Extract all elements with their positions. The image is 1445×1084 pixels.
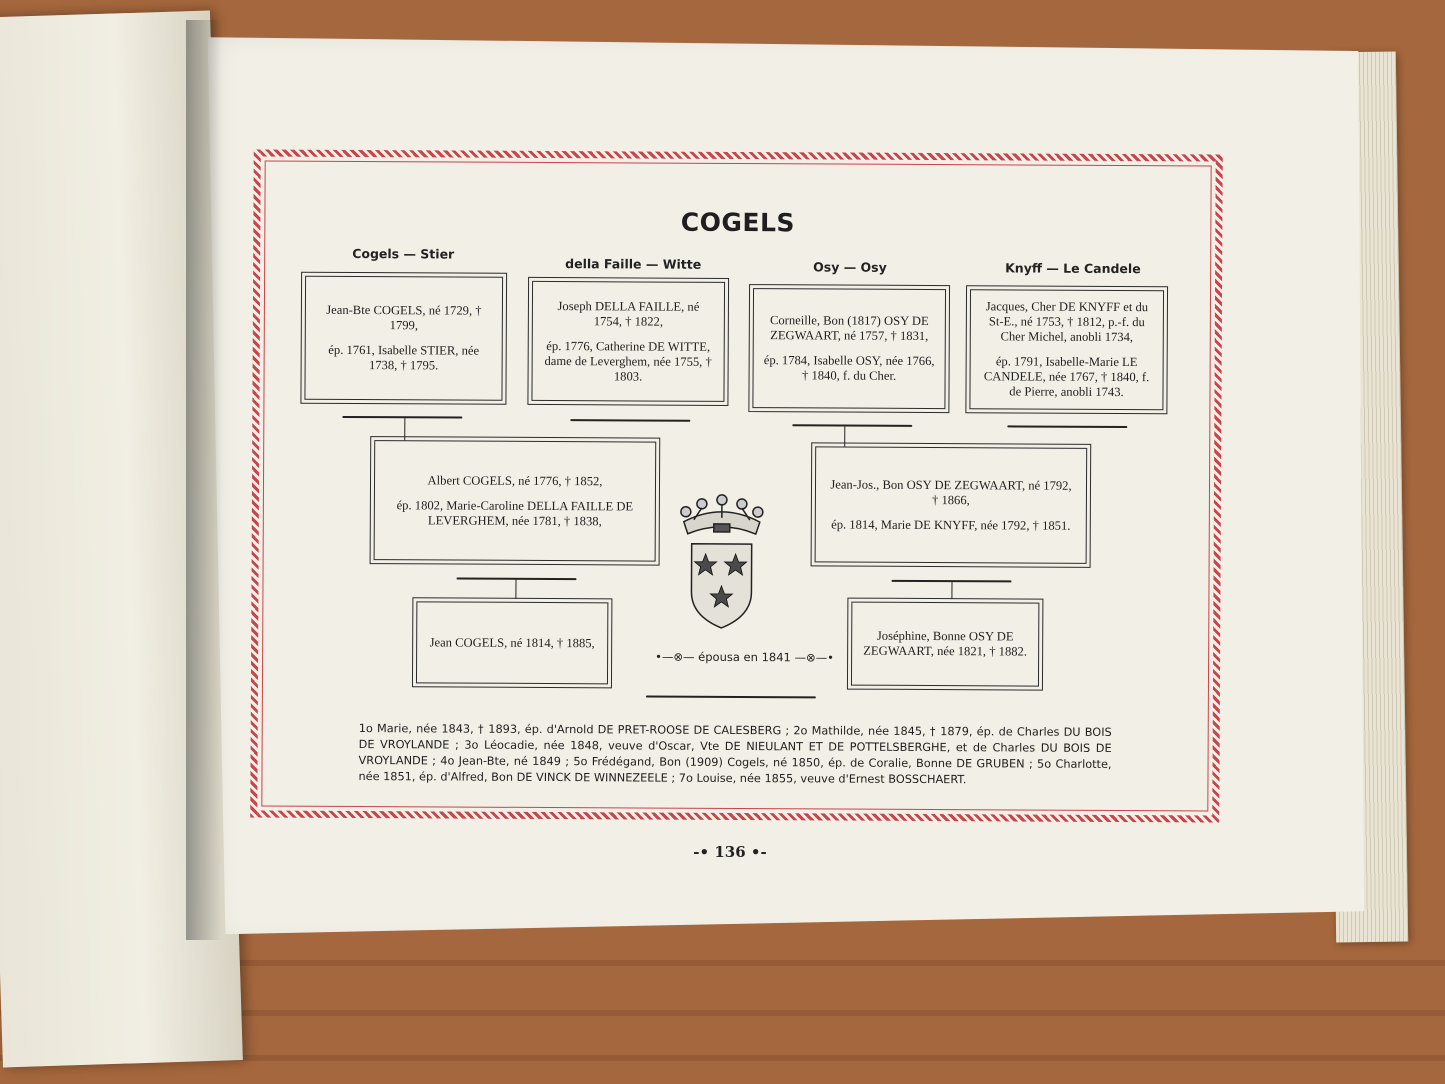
entry-line: Jean-Bte COGELS, né 1729, † 1799,: [326, 302, 482, 333]
entry-line: Joséphine, Bonne OSY DE ZEGWAART, née 1821, † 1882.: [863, 628, 1028, 659]
entry-line: ép. 1814, Marie DE KNYFF, née 1792, † 1851.: [831, 516, 1071, 533]
children-list: 1o Marie, née 1843, † 1893, ép. d'Arnold DE PRET-ROOSE DE CALESBERG ; 2o Mathilde, née 1845, † 1879, ép. de Charles DU BOIS DE VROYLANDE ; 3o Léocadie, née 1848, veuve d'Oscar, Vte DE NIEULANT ET DE POTTELSBERGHE, et de Charles DU BOIS DE VROYLANDE ; 4o Jean-Bte, né 1849 ; 5o Frédégand, Bon (1909) Cogels, né 1850, ép. de Coralie, Bonne DE GRUBEN ; 5o Charlotte, née 1851, ép. d'Alfred, Bon DE VINCK DE WINNEZEELE ; 7o Louise, née 1855, veuve d'Ernest BOSSCHAERT.: [358, 722, 1112, 787]
connector-line: [844, 427, 845, 447]
entry-line: ép. 1802, Marie-Caroline DELLA FAILLE DE LEVERGHEM, née 1781, † 1838,: [396, 497, 634, 528]
page-title: COGELS: [680, 207, 796, 238]
connector-line: [951, 581, 952, 599]
entry-line: Jacques, Cher DE KNYFF et du St-E., né 1753, † 1812, p.-f. du Cher Michel, anobli 1734,: [985, 299, 1149, 345]
entry-line: ép. 1784, Isabelle OSY, née 1766, † 1840, f. du Cher.: [763, 353, 935, 383]
parent-box: [374, 440, 657, 561]
page-number: -• 136 •-: [693, 843, 767, 861]
entry-line: ép. 1761, Isabelle STIER, née 1738, † 1795.: [328, 342, 480, 373]
ancestor-box: [304, 276, 503, 401]
connector-line: [515, 579, 516, 599]
ancestor-box: [752, 288, 946, 409]
entry-line: ép. 1791, Isabelle-Marie LE CANDELE, née 1767, † 1840, f. de Pierre, anobli 1743.: [983, 354, 1150, 400]
marriage-caption: •—⊗— épousa en 1841 —⊗—•: [655, 649, 834, 665]
column-heading: della Faille — Witte: [565, 256, 702, 272]
book-gutter: [186, 20, 222, 940]
parent-box: [815, 446, 1088, 563]
ancestor-box: [969, 289, 1164, 410]
genealogy-frame: [250, 149, 1222, 822]
couple-box: [851, 602, 1039, 687]
entry-line: ép. 1776, Catherine DE WITTE, dame de Leverghem, née 1755, † 1803.: [544, 338, 712, 384]
entry-line: Jean-Jos., Bon OSY DE ZEGWAART, né 1792, † 1866,: [830, 476, 1072, 507]
column-heading: Osy — Osy: [813, 259, 887, 275]
entry-line: Jean COGELS, né 1814, † 1885,: [429, 634, 595, 650]
entry-line: Corneille, Bon (1817) OSY DE ZEGWAART, né 1757, † 1831,: [769, 313, 929, 344]
entry-line: Joseph DELLA FAILLE, né 1754, † 1822,: [557, 298, 700, 329]
ancestor-box: [531, 281, 725, 402]
couple-box: [416, 601, 608, 684]
column-heading: Knyff — Le Candele: [1005, 260, 1141, 277]
connector-line: [404, 418, 405, 440]
coat-of-arms-icon: [673, 482, 770, 633]
entry-line: Albert COGELS, né 1776, † 1852,: [427, 472, 603, 488]
column-heading: Cogels — Stier: [352, 245, 455, 262]
